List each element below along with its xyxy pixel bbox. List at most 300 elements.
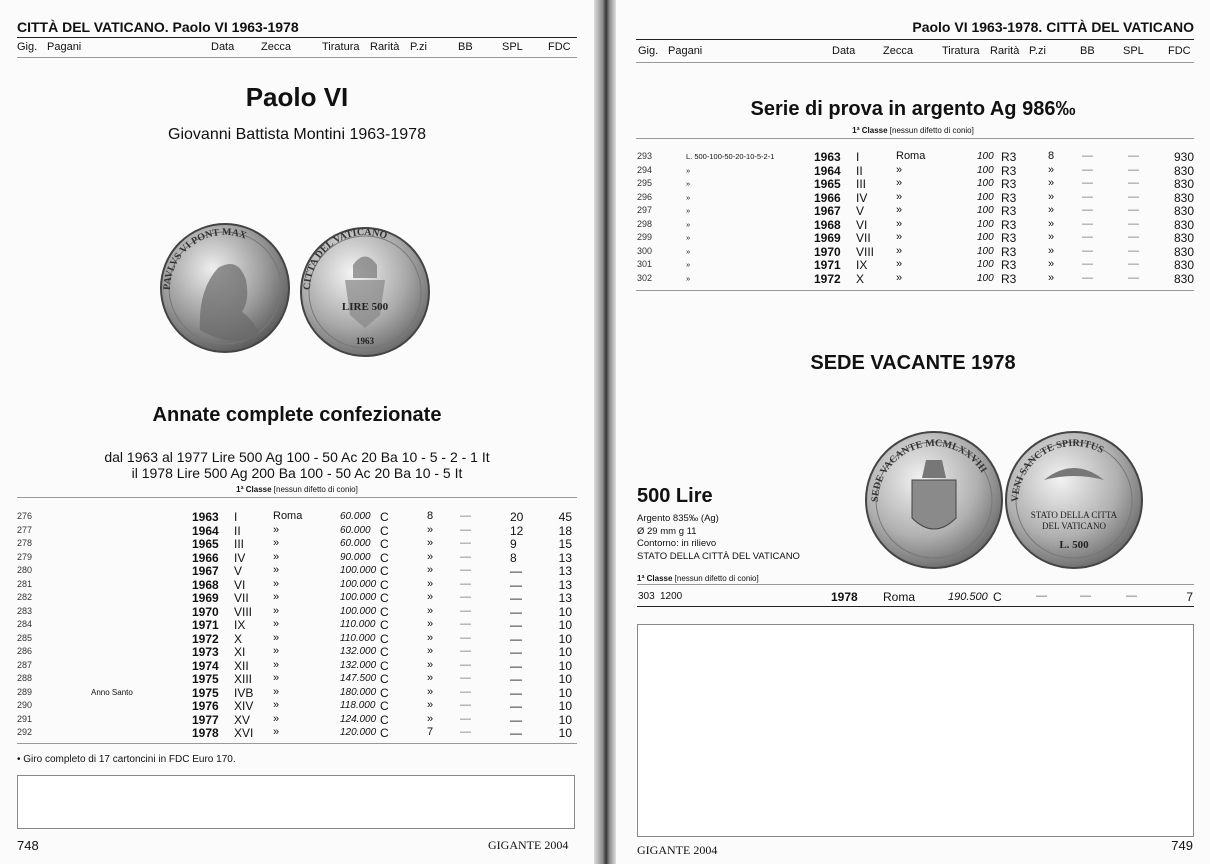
cell-zecca: » xyxy=(896,190,903,203)
cell-tiratura: 100.000 xyxy=(340,592,377,603)
cell-tiratura: 90.000 xyxy=(340,551,371,563)
cell-pagani: » xyxy=(686,260,691,269)
table-top-rule xyxy=(17,497,577,498)
cell-bb: — xyxy=(460,712,471,725)
cell-pzi: » xyxy=(427,658,434,671)
cell-rar: C xyxy=(380,672,389,686)
cell-bb: — xyxy=(460,685,471,698)
section-title: Annate complete confezionate xyxy=(152,404,442,426)
cell-tiratura: 100 xyxy=(977,205,994,216)
cell-spl: — xyxy=(510,672,522,686)
cell-tiratura: 147.500 xyxy=(340,673,377,684)
cell-zecca: Roma xyxy=(273,510,303,522)
cell-gig: 295 xyxy=(637,178,653,188)
cell-pzi: » xyxy=(1048,204,1055,216)
cell-zecca: » xyxy=(896,163,903,176)
header-rule-bottom xyxy=(17,57,577,58)
header-bb: BB xyxy=(458,41,473,53)
cell-zecca: » xyxy=(273,712,280,725)
cell-bb: — xyxy=(460,631,471,644)
cell-roman: II xyxy=(856,163,863,178)
cell-gig: 287 xyxy=(17,659,33,670)
sede-obverse-legend-text: SEDE VACANTE MCMLXXVIII xyxy=(869,437,989,503)
cell-zecca: » xyxy=(273,604,280,617)
cell-data: 1977 xyxy=(192,712,219,727)
cell-zecca: » xyxy=(273,564,280,576)
cell-pagani: 1200 xyxy=(660,591,683,602)
coin-spec-metal: Argento 835‰ (Ag) xyxy=(637,513,719,524)
cell-gig: 299 xyxy=(637,232,653,242)
cell-gig: 283 xyxy=(17,605,33,616)
cell-zecca: » xyxy=(896,244,903,257)
cell-pzi: » xyxy=(1048,177,1055,189)
right-page xyxy=(616,0,1210,864)
cell-pzi: » xyxy=(427,537,434,549)
cell-roman: III xyxy=(856,177,867,191)
publisher: GIGANTE 2004 xyxy=(488,838,569,852)
header-rule xyxy=(636,39,1194,40)
cell-data: 1968 xyxy=(814,217,841,232)
cell-spl: — xyxy=(1128,271,1139,284)
cell-fdc: 830 xyxy=(1173,163,1194,178)
cell-fdc: 10 xyxy=(558,631,572,646)
header-tiratura: Tiratura xyxy=(942,45,980,57)
cell-data: 1975 xyxy=(192,685,219,700)
cell-rar: C xyxy=(380,699,389,713)
cell-tiratura: 100 xyxy=(977,245,994,257)
header-rule-bottom xyxy=(636,62,1194,63)
cell-spl: — xyxy=(1128,163,1139,176)
cell-tiratura: 110.000 xyxy=(340,619,376,630)
cell-fdc: 13 xyxy=(558,550,572,565)
coin-denomination: 500 Lire xyxy=(637,485,713,507)
cell-tiratura: 60.000 xyxy=(340,524,371,536)
cell-zecca: » xyxy=(896,217,903,230)
cell-data: 1963 xyxy=(814,150,841,164)
cell-pzi: 8 xyxy=(427,510,434,522)
cell-gig: 284 xyxy=(17,619,33,629)
header-zecca: Zecca xyxy=(261,41,291,53)
cell-roman: X xyxy=(856,271,865,286)
table-bottom-rule xyxy=(636,290,1194,291)
cell-bb: — xyxy=(1082,258,1093,270)
cell-fdc: 15 xyxy=(558,537,572,551)
cell-rar: C xyxy=(380,631,389,646)
cell-bb: — xyxy=(1082,177,1093,189)
cell-rar: R3 xyxy=(1001,150,1017,164)
cell-rar: C xyxy=(380,523,389,538)
cell-rar: C xyxy=(380,591,389,605)
cell-gig: 303 xyxy=(638,591,655,602)
cell-gig: 282 xyxy=(17,592,33,602)
cell-pzi: » xyxy=(427,564,434,576)
cell-data: 1967 xyxy=(192,564,219,578)
cell-tiratura: 124.000 xyxy=(340,713,377,725)
header-zecca: Zecca xyxy=(883,45,913,57)
coin-reverse-year-text: 1963 xyxy=(356,336,374,346)
cell-data: 1965 xyxy=(814,177,841,191)
cell-roman: VI xyxy=(234,577,246,592)
sede-reverse-legend-text: VENI SANCTE SPIRITUS xyxy=(1009,437,1106,503)
cell-data: 1966 xyxy=(814,190,841,205)
cell-tiratura: 100.000 xyxy=(340,565,377,576)
cell-pzi: » xyxy=(1048,217,1055,230)
cell-rar: C xyxy=(380,726,389,740)
cell-fdc: 830 xyxy=(1173,244,1194,259)
cell-gig: 281 xyxy=(17,578,33,589)
coin-specs xyxy=(637,513,800,563)
cell-bb: — xyxy=(1082,217,1093,230)
cell-pzi: » xyxy=(427,631,434,644)
coin-spec-size: Ø 29 mm g 11 xyxy=(637,525,697,537)
cell-rar: C xyxy=(380,550,389,565)
classe-label xyxy=(616,126,1210,135)
sede-reverse-value: L. 500 xyxy=(1059,539,1089,551)
cell-pagani: » xyxy=(686,179,691,188)
coin-classe-label xyxy=(637,574,759,583)
cell-data: 1969 xyxy=(814,231,841,245)
cell-gig: 293 xyxy=(637,151,653,161)
cell-tiratura: 132.000 xyxy=(340,659,377,671)
cell-data: 1967 xyxy=(814,204,841,218)
cell-gig: 277 xyxy=(17,524,33,535)
cell-fdc: 830 xyxy=(1173,231,1194,245)
cell-zecca: » xyxy=(273,577,280,590)
cell-gig: 297 xyxy=(637,205,653,215)
cell-fdc: 13 xyxy=(558,577,572,592)
cell-fdc: 830 xyxy=(1173,271,1194,286)
cell-gig: 298 xyxy=(637,218,653,229)
coin-obverse xyxy=(161,224,289,352)
cell-bb: — xyxy=(1082,190,1093,203)
cell-pzi: » xyxy=(1048,163,1055,176)
cell-gig: 280 xyxy=(17,565,33,575)
cell-pzi: » xyxy=(427,604,434,617)
coin-images xyxy=(150,220,440,360)
cell-roman: X xyxy=(234,631,243,646)
notes-box xyxy=(637,624,1194,837)
cell-rar: R3 xyxy=(1001,244,1017,259)
table-bottom-rule xyxy=(17,743,577,744)
cell-fdc: 830 xyxy=(1173,258,1194,272)
cell-pzi: » xyxy=(1048,231,1055,243)
cell-bb: — xyxy=(460,658,471,671)
cell-pzi: » xyxy=(1048,244,1055,257)
cell-data: 1963 xyxy=(192,510,219,524)
coin-reverse-value-text: LIRE 500 xyxy=(341,301,389,313)
cell-bb: — xyxy=(460,672,471,684)
cell-tiratura: 100 xyxy=(977,191,994,203)
cell-bb: — xyxy=(1082,163,1093,176)
cell-roman: I xyxy=(234,510,238,524)
cell-fdc: 45 xyxy=(558,510,572,524)
cell-gig: 291 xyxy=(17,713,33,724)
cell-pagani: » xyxy=(686,273,691,283)
cell-fdc: 10 xyxy=(558,604,572,619)
header-rarita: Rarità xyxy=(990,45,1020,57)
cell-roman: IX xyxy=(234,618,246,632)
header-pzi: P.zi xyxy=(1029,45,1046,57)
cell-spl: — xyxy=(510,631,522,646)
left-page xyxy=(0,0,594,864)
cell-tiratura: 180.000 xyxy=(340,686,377,698)
header-data: Data xyxy=(832,45,856,57)
cell-roman: IVB xyxy=(234,685,254,700)
coin-reverse-legend-text: CITTA DEL VATICANO xyxy=(301,226,389,291)
cell-bb: — xyxy=(1082,204,1093,216)
cell-zecca: Roma xyxy=(896,150,926,162)
sede-reverse-text-2: DEL VATICANO xyxy=(1041,521,1107,531)
cell-spl: — xyxy=(1128,177,1139,189)
coin-spec-edge: Contorno: in rilievo xyxy=(637,538,717,549)
cell-bb: — xyxy=(460,591,471,603)
coin-spec-issuer: STATO DELLA CITTÀ DEL VATICANO xyxy=(637,550,800,562)
page-subtitle: Giovanni Battista Montini 1963-1978 xyxy=(168,126,426,143)
composition-line-2: il 1978 Lire 500 Ag 200 Ba 100 - 50 Ac 20 Ba 10 - 5 It xyxy=(131,465,463,481)
cell-pzi: » xyxy=(427,523,434,536)
cell-bb: — xyxy=(460,645,471,657)
cell-bb: — xyxy=(1082,150,1093,162)
cell-tiratura: 190.500 xyxy=(948,591,988,603)
cell-bb: — xyxy=(460,618,471,630)
header-pagani: Pagani xyxy=(668,45,703,57)
cell-bb: — xyxy=(460,550,471,563)
cell-fdc: 10 xyxy=(558,618,572,632)
cell-data: 1971 xyxy=(814,258,841,272)
cell-pzi: » xyxy=(427,645,434,657)
cell-gig: 292 xyxy=(17,727,33,737)
cell-tiratura: 120.000 xyxy=(340,727,377,738)
cell-spl: — xyxy=(1128,150,1139,162)
cell-bb: — xyxy=(460,523,471,536)
cell-roman: XV xyxy=(234,712,251,727)
cell-bb: — xyxy=(1082,231,1093,243)
cell-gig: 294 xyxy=(637,164,653,175)
cell-tiratura: 60.000 xyxy=(340,538,371,549)
cell-pzi: » xyxy=(427,712,434,725)
cell-zecca: » xyxy=(896,177,903,189)
cell-roman: VIII xyxy=(856,244,875,259)
cell-roman: IV xyxy=(234,550,246,565)
cell-data: 1966 xyxy=(192,550,219,565)
book-spine xyxy=(594,0,616,864)
cell-fdc: 930 xyxy=(1173,150,1194,164)
cell-zecca: » xyxy=(896,204,903,216)
cell-spl: 8 xyxy=(510,550,517,565)
cell-fdc: 10 xyxy=(558,672,572,686)
cell-rar: R3 xyxy=(1001,258,1017,272)
cell-gig: 302 xyxy=(637,272,653,283)
cell-spl: — xyxy=(1128,231,1139,243)
cell-zecca: » xyxy=(273,591,280,603)
cell-bb: — xyxy=(1080,590,1091,602)
coin-reverse xyxy=(301,227,429,356)
cell-spl: — xyxy=(510,712,522,727)
header-fdc: FDC xyxy=(548,41,571,53)
cell-spl: — xyxy=(510,591,522,605)
cell-fdc: 830 xyxy=(1173,217,1194,232)
cell-tiratura: 100 xyxy=(977,259,994,270)
cell-rar: C xyxy=(380,537,389,551)
cell-tiratura: 100 xyxy=(977,178,994,189)
page-title: Paolo VI xyxy=(245,82,349,112)
cell-tiratura: 132.000 xyxy=(340,646,377,657)
header-rule xyxy=(17,37,577,38)
cell-bb: — xyxy=(460,604,471,617)
cell-roman: VII xyxy=(856,231,871,245)
classe-bold: 1ª Classe xyxy=(852,126,888,135)
cell-zecca: » xyxy=(273,631,280,644)
cell-tiratura: 118.000 xyxy=(340,700,376,711)
sede-reverse-text-1: STATO DELLA CITTA xyxy=(1030,510,1118,520)
cell-roman: IX xyxy=(856,258,868,272)
cell-rar: C xyxy=(380,645,389,659)
cell-spl: — xyxy=(1128,204,1139,216)
page-number: 748 xyxy=(17,838,39,853)
cell-fdc: 10 xyxy=(558,699,572,713)
cell-zecca: » xyxy=(273,726,280,738)
cell-spl: 20 xyxy=(510,510,524,524)
cell-tiratura: 100 xyxy=(977,218,994,230)
footnote: • Giro completo di 17 cartoncini in FDC Euro 170. xyxy=(17,754,236,765)
cell-rar: C xyxy=(380,577,389,592)
sede-vacante-coin-images xyxy=(864,428,1144,578)
coin-classe-bold: 1ª Classe xyxy=(637,574,673,583)
header-fdc: FDC xyxy=(1168,45,1191,57)
cell-data: 1965 xyxy=(192,537,219,551)
cell-rar: C xyxy=(380,618,389,632)
header-data: Data xyxy=(211,41,235,53)
cell-fdc: 830 xyxy=(1173,190,1194,205)
cell-spl: — xyxy=(510,685,522,700)
cell-data: 1973 xyxy=(192,645,219,659)
cell-tiratura: 100 xyxy=(977,232,994,243)
cell-roman: VII xyxy=(234,591,249,605)
cell-rar: R3 xyxy=(1001,163,1017,178)
cell-bb: — xyxy=(1082,244,1093,257)
cell-roman: XIV xyxy=(234,699,254,713)
page-number: 749 xyxy=(1171,838,1193,853)
cell-data: 1969 xyxy=(192,591,219,605)
classe-bold: 1ª Classe xyxy=(236,485,272,494)
cell-tiratura: 100.000 xyxy=(340,605,377,617)
cell-fdc: 10 xyxy=(558,685,572,700)
classe-note: [nessun difetto di conio] xyxy=(273,485,358,494)
cell-data: 1964 xyxy=(192,523,219,538)
header-rarita: Rarità xyxy=(370,41,400,53)
cell-pagani: L. 500-100-50-20-10-5-2-1 xyxy=(686,152,775,161)
coin-row-top-rule xyxy=(637,584,1194,585)
cell-data: 1976 xyxy=(192,699,219,713)
header-tiratura: Tiratura xyxy=(322,41,360,53)
cell-roman: XVI xyxy=(234,726,254,740)
header-pagani: Pagani xyxy=(47,41,82,53)
cell-pagani: Anno Santo xyxy=(91,687,133,697)
cell-bb: — xyxy=(460,726,471,738)
cell-fdc: 830 xyxy=(1173,204,1194,218)
cell-bb: — xyxy=(460,577,471,590)
cell-data: 1971 xyxy=(192,618,219,632)
cell-roman: VI xyxy=(856,217,868,232)
cell-rar: R3 xyxy=(1001,231,1017,245)
cell-rar: R3 xyxy=(1001,271,1017,286)
sede-coin-obverse xyxy=(866,432,1002,568)
cell-pzi: » xyxy=(427,618,434,630)
cell-roman: II xyxy=(234,523,241,538)
cell-zecca: » xyxy=(896,231,903,243)
cell-spl: — xyxy=(510,726,522,740)
cell-fdc: 10 xyxy=(558,726,572,740)
header-spl: SPL xyxy=(502,41,523,53)
composition-line-1: dal 1963 al 1977 Lire 500 Ag 100 - 50 Ac 20 Ba 10 - 5 - 2 - 1 It xyxy=(104,449,490,465)
cell-pagani: » xyxy=(686,233,691,242)
cell-rar: R3 xyxy=(1001,190,1017,205)
cell-gig: 289 xyxy=(17,686,33,697)
coin-classe-note: [nessun difetto di conio] xyxy=(674,574,759,583)
cell-roman: XII xyxy=(234,658,249,673)
cell-tiratura: 100 xyxy=(977,272,994,284)
cell-roman: XI xyxy=(234,645,246,659)
cell-gig: 279 xyxy=(17,551,33,562)
cell-rar: C xyxy=(380,564,389,578)
cell-zecca: » xyxy=(896,258,903,270)
cell-gig: 285 xyxy=(17,632,33,643)
cell-roman: IV xyxy=(856,190,868,205)
cell-data: 1970 xyxy=(192,604,219,619)
cell-data: 1972 xyxy=(192,631,219,646)
cell-zecca: » xyxy=(273,523,280,536)
cell-pzi: » xyxy=(427,550,434,563)
cell-spl: 9 xyxy=(510,537,517,551)
classe-note: [nessun difetto di conio] xyxy=(889,126,974,135)
cell-fdc: 830 xyxy=(1173,177,1194,191)
cell-zecca: » xyxy=(896,271,903,284)
cell-spl: 12 xyxy=(510,523,524,538)
cell-pzi: » xyxy=(427,672,434,684)
cell-gig: 278 xyxy=(17,538,33,548)
cell-tiratura: 100.000 xyxy=(340,578,377,590)
cell-pzi: » xyxy=(1048,271,1055,284)
cell-zecca: » xyxy=(273,550,280,563)
cell-rar: C xyxy=(380,658,389,673)
coin-obverse-legend-text: PAVLVS VI PONT MAX xyxy=(161,226,248,291)
cell-rar: R3 xyxy=(1001,204,1017,218)
cell-data: 1972 xyxy=(814,271,841,286)
cell-gig: 290 xyxy=(17,700,33,710)
cell-pzi: » xyxy=(427,699,434,711)
cell-pzi: » xyxy=(1048,190,1055,203)
cell-gig: 296 xyxy=(637,191,653,202)
cell-pzi: » xyxy=(427,577,434,590)
cell-bb: — xyxy=(460,564,471,576)
cell-data: 1978 xyxy=(192,726,219,740)
cell-spl: — xyxy=(510,577,522,592)
cell-pzi: » xyxy=(427,685,434,698)
cell-tiratura: 100 xyxy=(977,151,994,162)
cell-gig: 276 xyxy=(17,511,33,521)
cell-pzi: 8 xyxy=(1048,150,1055,162)
sede-vacante-title: SEDE VACANTE 1978 xyxy=(810,352,1016,374)
cell-gig: 288 xyxy=(17,673,33,683)
cell-tiratura: 60.000 xyxy=(340,511,371,522)
cell-fdc: 13 xyxy=(558,591,572,605)
cell-rar: R3 xyxy=(1001,177,1017,191)
cell-rarita: C xyxy=(993,590,1002,604)
cell-zecca: » xyxy=(273,658,280,671)
cell-roman: VIII xyxy=(234,604,253,619)
left-running-title: CITTÀ DEL VATICANO. Paolo VI 1963-1978 xyxy=(17,19,299,35)
table-top-rule xyxy=(636,138,1194,139)
